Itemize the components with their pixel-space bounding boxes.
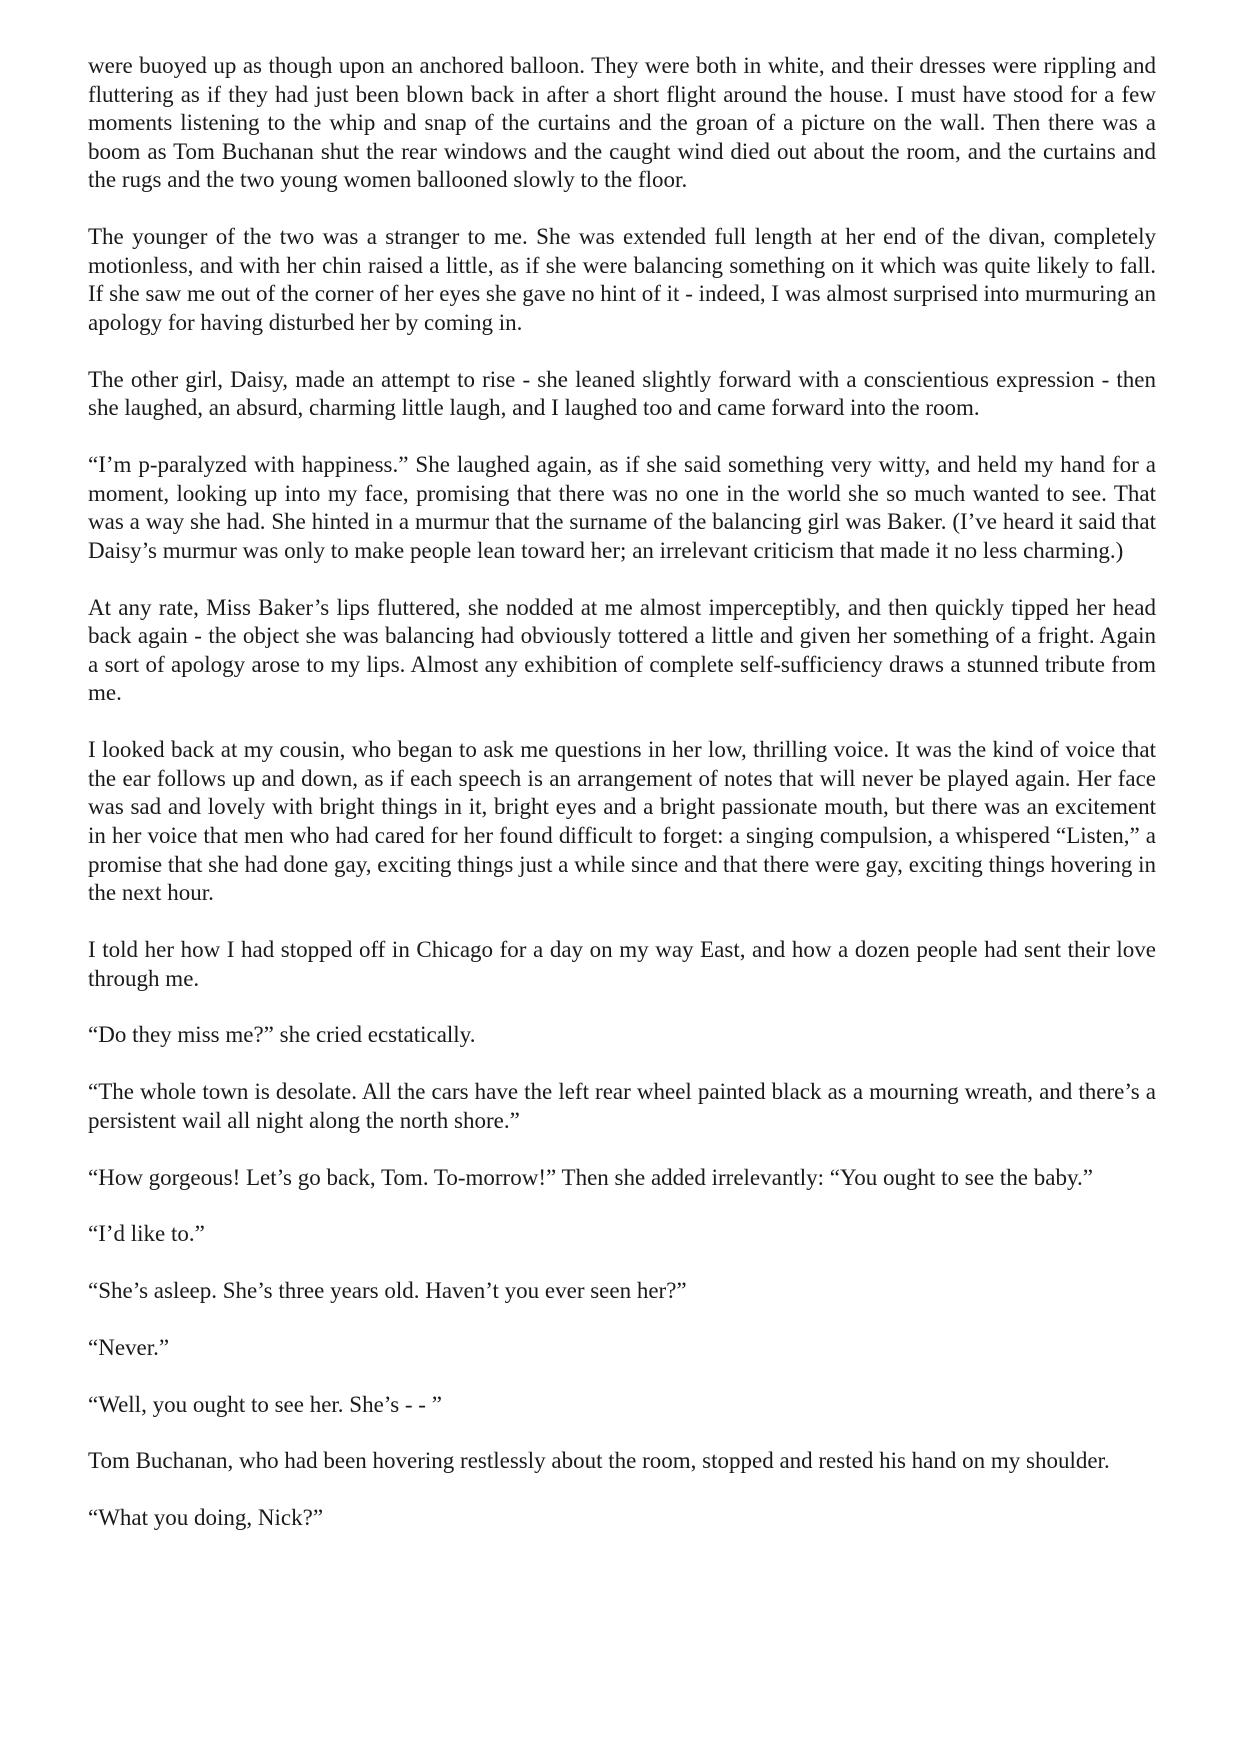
- paragraph: “Do they miss me?” she cried ecstatically.: [88, 1022, 476, 1048]
- paragraph: “I’d like to.”: [88, 1221, 205, 1247]
- paragraph: “She’s asleep. She’s three years old. Haven’t you ever seen her?”: [88, 1278, 687, 1304]
- paragraph: Tom Buchanan, who had been hovering restlessly about the room, stopped and rested his hand on my shoulder.: [88, 1448, 1110, 1474]
- paragraph: The younger of the two was a stranger to me. She was extended full length at her end of the divan, completely motionless, and with her chin raised a little, as if she were balancing something on it which was quite likely to fall. If she saw me out of the corner of her eyes she gave no hint of it - indeed, I was almost surprised into murmuring an apology for having disturbed her by coming in.: [88, 224, 1156, 335]
- paragraph: “Never.”: [88, 1334, 170, 1360]
- paragraph: The other girl, Daisy, made an attempt to rise - she leaned slightly forward with a conscientious expression - then she laughed, an absurd, charming little laugh, and I laughed too and came forward into the room.: [88, 366, 1156, 421]
- paragraph: “How gorgeous! Let’s go back, Tom. To-morrow!” Then she added irrelevantly: “You ought to see the baby.”: [88, 1164, 1093, 1190]
- paragraph: “The whole town is desolate. All the cars have the left rear wheel painted black as a mourning wreath, and there’s a persistent wail all night along the north shore.”: [88, 1079, 1156, 1133]
- paragraph: “Well, you ought to see her. She’s - - ”: [88, 1391, 442, 1417]
- paragraph: I told her how I had stopped off in Chicago for a day on my way East, and how a dozen people had sent their love through me.: [88, 936, 1156, 991]
- document-page: [88, 52, 1156, 1561]
- paragraph: I looked back at my cousin, who began to ask me questions in her low, thrilling voice. It was the kind of voice that the ear follows up and down, as if each speech is an arrangement of notes that will never be played again. Her face was sad and lovely with bright things in it, bright eyes and a bright passionate mouth, but there was an excitement in her voice that men who had cared for her found difficult to forget: a singing compulsion, a whispered “Listen,” a promise that she had done gay, exciting things just a while since and that there were gay, exciting things hovering in the next hour.: [88, 737, 1156, 906]
- paragraph: were buoyed up as though upon an anchored balloon. They were both in white, and their dresses were rippling and fluttering as if they had just been blown back in after a short flight around the house. I must have stood for a few moments listening to the whip and snap of the curtains and the groan of a picture on the wall. Then there was a boom as Tom Buchanan shut the rear windows and the caught wind died out about the room, and the curtains and the rugs and the two young women ballooned slowly to the floor.: [88, 53, 1156, 193]
- paragraph: “What you doing, Nick?”: [88, 1505, 324, 1531]
- paragraph: At any rate, Miss Baker’s lips fluttered, she nodded at me almost imperceptibly, and then quickly tipped her head back again - the object she was balancing had obviously tottered a little and given her something of a fright. Again a sort of apology arose to my lips. Almost any exhibition of complete self-sufficiency draws a stunned tribute from me.: [88, 594, 1156, 706]
- paragraph: “I’m p-paralyzed with happiness.” She laughed again, as if she said something very witty, and held my hand for a moment, looking up into my face, promising that there was no one in the world she so much wanted to see. That was a way she had. She hinted in a murmur that the surname of the balancing girl was Baker. (I’ve heard it said that Daisy’s murmur was only to make people lean toward her; an irrelevant criticism that made it no less charming.): [88, 452, 1156, 563]
